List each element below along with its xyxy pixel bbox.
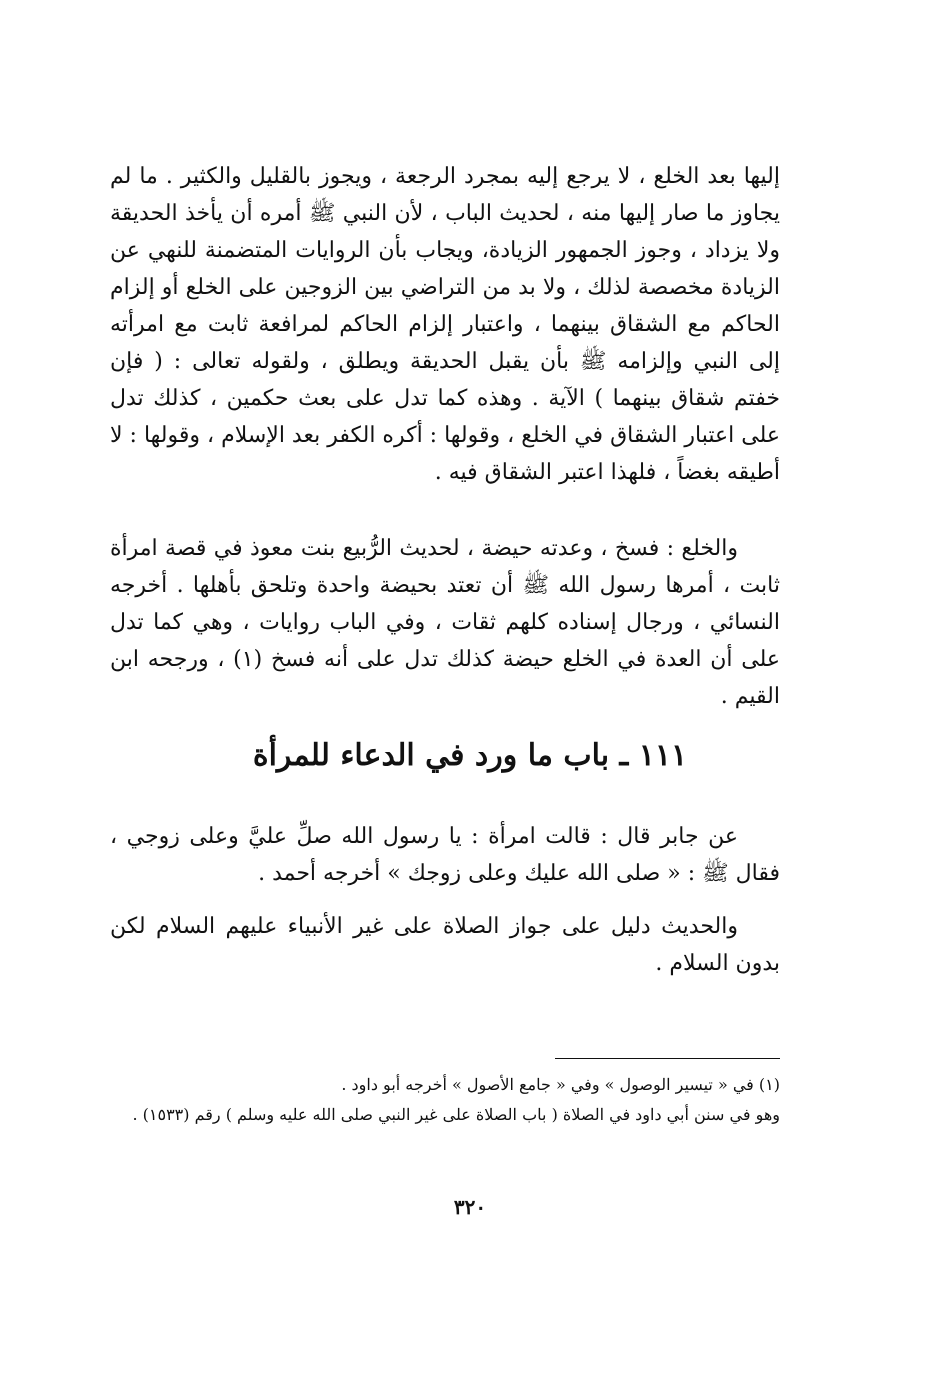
footnote-divider bbox=[555, 1058, 780, 1059]
paragraph-khul-continuation: إليها بعد الخلع ، لا يرجع إليه بمجرد الرجعة ، ويجوز بالقليل والكثير . ما لم يجاوز ما صار إليها منه ، لحديث الباب ، لأن النبي ﷺ أمره أن يأخذ الحديقة ولا يزداد ، وجوز الجمهور الزيادة، ويجاب بأن الروايات المتضمنة للنهي عن الزيادة مخصصة لذلك ، ولا بد من التراضي بين الزوجين على الخلع أو إلزام الحاكم مع الشقاق بينهما ، واعتبار إلزام الحاكم لمرافعة ثابت مع امرأته إلى النبي وإلزامه ﷺ بأن يقبل الحديقة ويطلق ، ولقوله تعالى : ( فإن خفتم شقاق بينهما ) الآية . وهذه كما تدل على بعث حكمين ، كذلك تدل على اعتبار الشقاق في الخلع ، وقولها : أكره الكفر بعد الإسلام ، وقولها : لا أطيقه بغضاً ، فلهذا اعتبر الشقاق فيه . bbox=[110, 164, 780, 485]
paragraph-hadith-commentary: والحديث دليل على جواز الصلاة على غير الأنبياء عليهم السلام لكن بدون السلام . bbox=[110, 914, 780, 976]
page-number: ٣٢٠ bbox=[453, 1195, 487, 1219]
footnote-line-2: وهو في سنن أبي داود في الصلاة ( باب الصلاة على غير النبي صلى الله عليه وسلم ) رقم (١٥٣٣) . bbox=[132, 1105, 780, 1124]
chapter-heading: ١١١ ـ باب ما ورد في الدعاء للمرأة bbox=[252, 738, 688, 773]
footnote-line-1: (١) في « تيسير الوصول » وفي « جامع الأصول » أخرجه أبو داود . bbox=[341, 1075, 780, 1094]
footnotes bbox=[110, 1070, 780, 1130]
paragraph-khul-faskh: والخلع : فسخ ، وعدته حيضة ، لحديث الرُّبيع بنت معوذ في قصة امرأة ثابت ، أمرها رسول الله ﷺ أن تعتد بحيضة واحدة وتلحق بأهلها . أخرجه النسائي ، ورجال إسناده كلهم ثقات ، وفي الباب روايات ، وهي كما تدل على أن العدة في الخلع حيضة كذلك تدل على أنه فسخ (١) ، ورجحه ابن القيم . bbox=[110, 536, 780, 709]
paragraph-jabir-hadith: عن جابر قال : قالت امرأة : يا رسول الله صلِّ عليَّ وعلى زوجي ، فقال ﷺ : « صلى الله عليك وعلى زوجك » أخرجه أحمد . bbox=[110, 824, 780, 886]
